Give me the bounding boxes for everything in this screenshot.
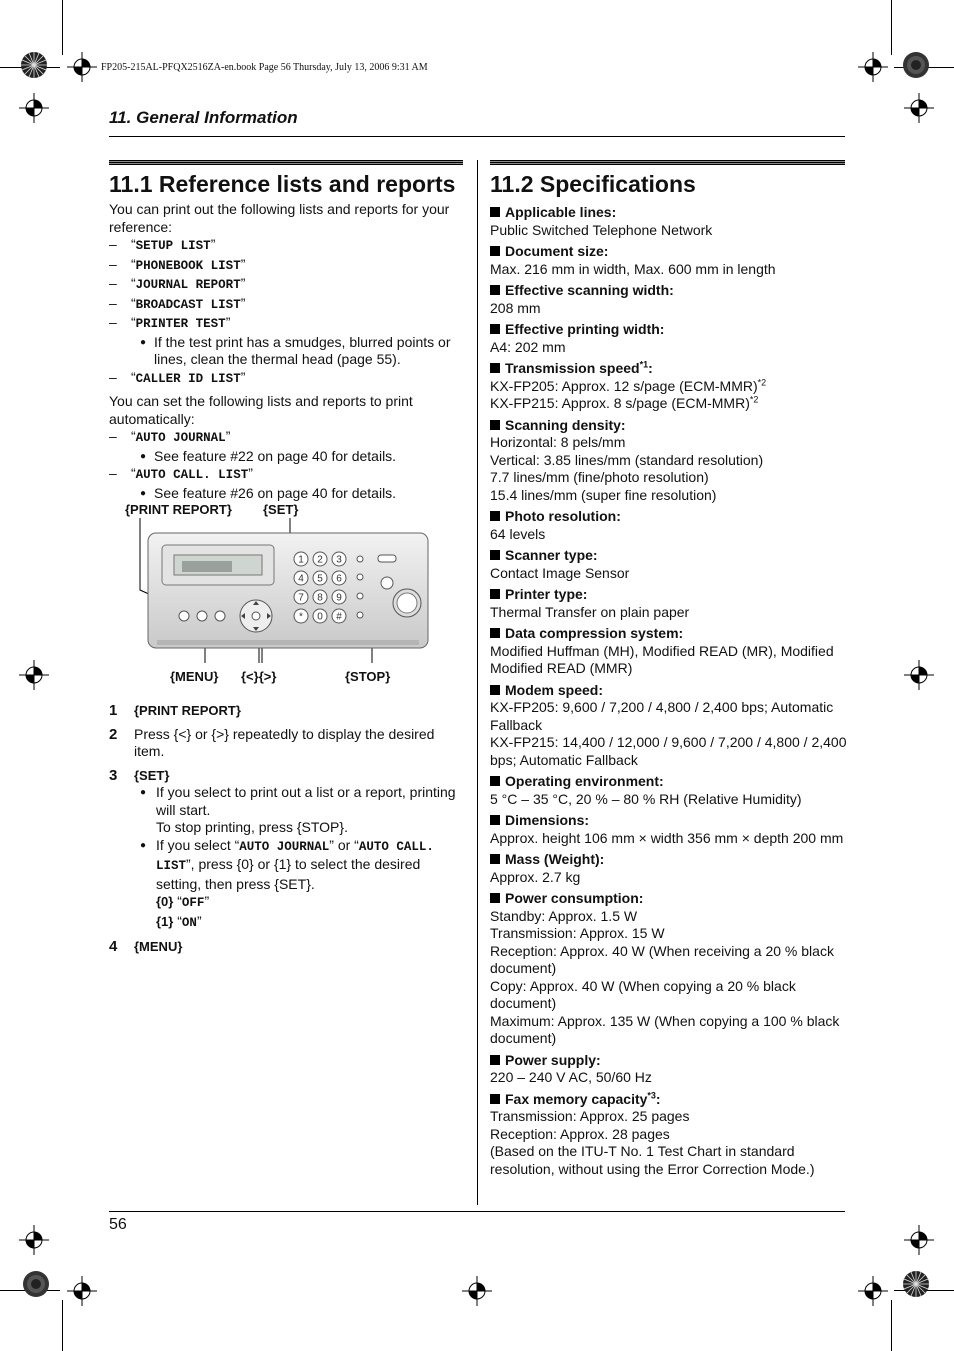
spec-heading: Data compression system: (490, 625, 850, 643)
keypad-key-label: 4 (298, 573, 304, 585)
step-4: 4 {MENU} (109, 938, 183, 955)
keypad-key-label: 0 (317, 611, 323, 623)
spec-heading: Transmission speed$^{*1}$: (490, 360, 850, 378)
section-title-reference-lists: 11.1 Reference lists and reports (109, 171, 456, 197)
spec-item (490, 243, 850, 278)
spec-value: 64 levels (490, 525, 546, 542)
spec-heading: Dimensions: (490, 812, 850, 830)
spec-heading: Printer type: (490, 586, 850, 604)
spec-value: 220 – 240 V AC, 50/60 Hz (490, 1069, 652, 1085)
spec-value: Modified Huffman (MH), Modified READ (MR), Modified Modified READ (MMR) (490, 642, 834, 676)
spec-heading: Mass (Weight): (490, 851, 850, 869)
spec-item (490, 321, 850, 356)
spec-value: Vertical: 3.85 lines/mm (standard resolution) (490, 451, 764, 468)
spec-value: 5 °C – 35 °C, 20 % – 80 % RH (Relative Humidity) (490, 790, 802, 807)
spec-item (490, 508, 850, 543)
registration-mark-icon (904, 660, 934, 690)
label-stop: {STOP} (345, 669, 391, 684)
spec-heading: Power supply: (490, 1052, 850, 1070)
color-target-icon (902, 51, 930, 79)
spec-item (490, 890, 850, 1048)
spec-value: KX-FP215: 14,400 / 12,000 / 9,600 / 7,200 / 4,800 / 2,400 bps; Automatic Fallback (490, 734, 847, 768)
registration-mark-icon (904, 93, 934, 123)
list-note: ● If the test print has a smudges, blurred points or lines, clean the thermal head (page 55). (140, 333, 451, 367)
spec-heading: Photo resolution: (490, 508, 850, 526)
spec-value: Reception: Approx. 28 pages (490, 1125, 670, 1142)
registration-mark-icon (19, 1225, 49, 1255)
step-3-bullet: ● If you select to print out a list or a report, printing will start. (140, 784, 456, 818)
specifications-list (490, 204, 850, 1182)
registration-mark-icon (462, 1276, 492, 1306)
intro-text: You can print out the following lists and reports for your reference: (109, 201, 450, 235)
spec-value: Horizontal: 8 pels/mm (490, 434, 626, 450)
spec-value: 7.7 lines/mm (fine/photo resolution) (490, 469, 709, 485)
registration-mark-icon (67, 52, 97, 82)
list-item: – “PHONEBOOK LIST” (109, 255, 246, 273)
spec-heading: Modem speed: (490, 682, 850, 700)
spec-item (490, 1091, 850, 1179)
spec-value: 15.4 lines/mm (super fine resolution) (490, 486, 717, 503)
spec-value: Transmission: Approx. 25 pages (490, 1108, 690, 1124)
step-3-stop-note: To stop printing, press {STOP}. (156, 819, 348, 835)
reference-lists-body (109, 201, 465, 502)
spec-value: Thermal Transfer on plain paper (490, 603, 690, 620)
spec-value: Approx. 2.7 kg (490, 868, 581, 885)
keypad-key-label: 2 (317, 554, 323, 566)
list-item: – “JOURNAL REPORT” (109, 275, 246, 292)
spec-value: Approx. height 106 mm × width 356 mm × depth 200 mm (490, 829, 844, 846)
list-item: – “PRINTER TEST” (109, 314, 231, 331)
spec-heading: Applicable lines: (490, 204, 850, 222)
keypad-key-label: 3 (336, 554, 342, 566)
color-target-icon (22, 1270, 50, 1298)
step-3-bullet: ● If you select “AUTO JOURNAL” or “AUTO CALL. LIST”, press {0} or {1} to select the desired setting, then press {SET}. (140, 836, 434, 892)
crop-line (891, 0, 892, 55)
color-target-icon (20, 51, 48, 79)
spec-item (490, 625, 850, 678)
spec-item (490, 851, 850, 886)
keypad-key-label: 7 (298, 592, 304, 604)
keypad-key-label: * (299, 611, 303, 623)
spec-item (490, 586, 850, 621)
header-rule (109, 136, 845, 137)
spec-item (490, 682, 850, 770)
step-1: 1 {PRINT REPORT} (109, 702, 241, 719)
keypad-key-label: 1 (298, 554, 304, 566)
list-note: ● See feature #26 on page 40 for details. (140, 484, 397, 501)
list-item: – “BROADCAST LIST” (109, 294, 246, 312)
spec-heading: Scanning density: (490, 417, 850, 435)
spec-item (490, 360, 850, 413)
spec-heading: Operating environment: (490, 773, 850, 791)
section-title-specifications: 11.2 Specifications (490, 171, 696, 197)
keypad-key-label: 6 (336, 573, 342, 585)
crop-line (62, 1300, 63, 1351)
spec-item (490, 417, 850, 505)
spec-value: Reception: Approx. 40 W (When receiving a 20 % black document) (490, 942, 834, 976)
column-divider (477, 160, 478, 1205)
label-set: {SET} (263, 502, 299, 517)
label-print-report: {PRINT REPORT} (125, 502, 232, 517)
crop-line (891, 1300, 892, 1351)
spec-value: Copy: Approx. 40 W (When copying a 20 % black document) (490, 977, 796, 1011)
crop-line (62, 0, 63, 55)
spec-value: Contact Image Sensor (490, 564, 630, 581)
step-2: 2 Press {<} or {>} repeatedly to display the desired item. (109, 725, 435, 759)
fax-control-panel-illustration (120, 518, 440, 668)
spec-heading: Power consumption: (490, 890, 850, 908)
auto-intro-text: You can set the following lists and reports to print automatically: (109, 393, 413, 427)
section-rule (109, 160, 463, 165)
spec-value: KX-FP205: 9,600 / 7,200 / 4,800 / 2,400 bps; Automatic Fallback (490, 699, 834, 733)
registration-mark-icon (858, 52, 888, 82)
page-number: 56 (109, 1216, 127, 1233)
spec-item (490, 547, 850, 582)
spec-heading: Scanner type: (490, 547, 850, 565)
registration-mark-icon (19, 93, 49, 123)
spec-item (490, 204, 850, 239)
option-on: {1} “ON” (156, 912, 202, 930)
label-menu: {MENU} (170, 669, 219, 684)
spec-heading: Effective scanning width: (490, 282, 850, 300)
chapter-header: 11. General Information (109, 108, 298, 127)
keypad-key-label: 9 (336, 592, 342, 604)
prepress-slug: FP205-215AL-PFQX2516ZA-en.book Page 56 Thursday, July 13, 2006 9:31 AM (101, 62, 428, 73)
list-item: – “SETUP LIST” (109, 236, 216, 253)
list-note: ● See feature #22 on page 40 for details. (140, 447, 397, 464)
spec-heading: Effective printing width: (490, 321, 850, 339)
spec-value: Transmission: Approx. 15 W (490, 925, 665, 941)
registration-mark-icon (858, 1276, 888, 1306)
spec-value: KX-FP215: Approx. 8 s/page $(ECM-MMR)^{*2}$ (490, 394, 759, 411)
spec-value: Maximum: Approx. 135 W (When copying a 100 % black document) (490, 1012, 840, 1046)
spec-value: Public Switched Telephone Network (490, 221, 713, 238)
registration-mark-icon (19, 660, 49, 690)
spec-item (490, 1052, 850, 1087)
list-item: – “AUTO JOURNAL” (109, 428, 231, 445)
spec-value: KX-FP205: Approx. 12 s/page $(ECM-MMR)^{*2}$ (490, 376, 767, 394)
registration-mark-icon (904, 1225, 934, 1255)
steps-list (109, 702, 465, 956)
spec-value: Standby: Approx. 1.5 W (490, 907, 638, 924)
keypad-key-label: 5 (317, 573, 323, 585)
label-arrows: {<}{>} (241, 669, 277, 684)
spec-value: Max. 216 mm in width, Max. 600 mm in length (490, 260, 776, 277)
spec-value: A4: 202 mm (490, 338, 566, 355)
registration-mark-icon (67, 1276, 97, 1306)
spec-heading: Fax memory capacity$^{*3}$: (490, 1091, 850, 1109)
spec-heading: Document size: (490, 243, 850, 261)
list-item: – “CALLER ID LIST” (109, 368, 246, 386)
step-3: 3 {SET} (109, 766, 170, 784)
keypad-key-label: # (336, 611, 342, 623)
option-off: {0} “OFF” (156, 893, 210, 910)
spec-value: (Based on the ITU-T No. 1 Test Chart in standard resolution, without using the Error Correction Mode.) (490, 1143, 815, 1177)
spec-value: 208 mm (490, 299, 541, 316)
footer-rule (109, 1211, 845, 1212)
keypad-key-label: 8 (317, 592, 323, 604)
section-rule (490, 160, 845, 165)
list-item: – “AUTO CALL. LIST” (109, 465, 253, 482)
spec-item (490, 812, 850, 847)
spec-item (490, 282, 850, 317)
color-target-icon (902, 1270, 930, 1298)
spec-item (490, 773, 850, 808)
